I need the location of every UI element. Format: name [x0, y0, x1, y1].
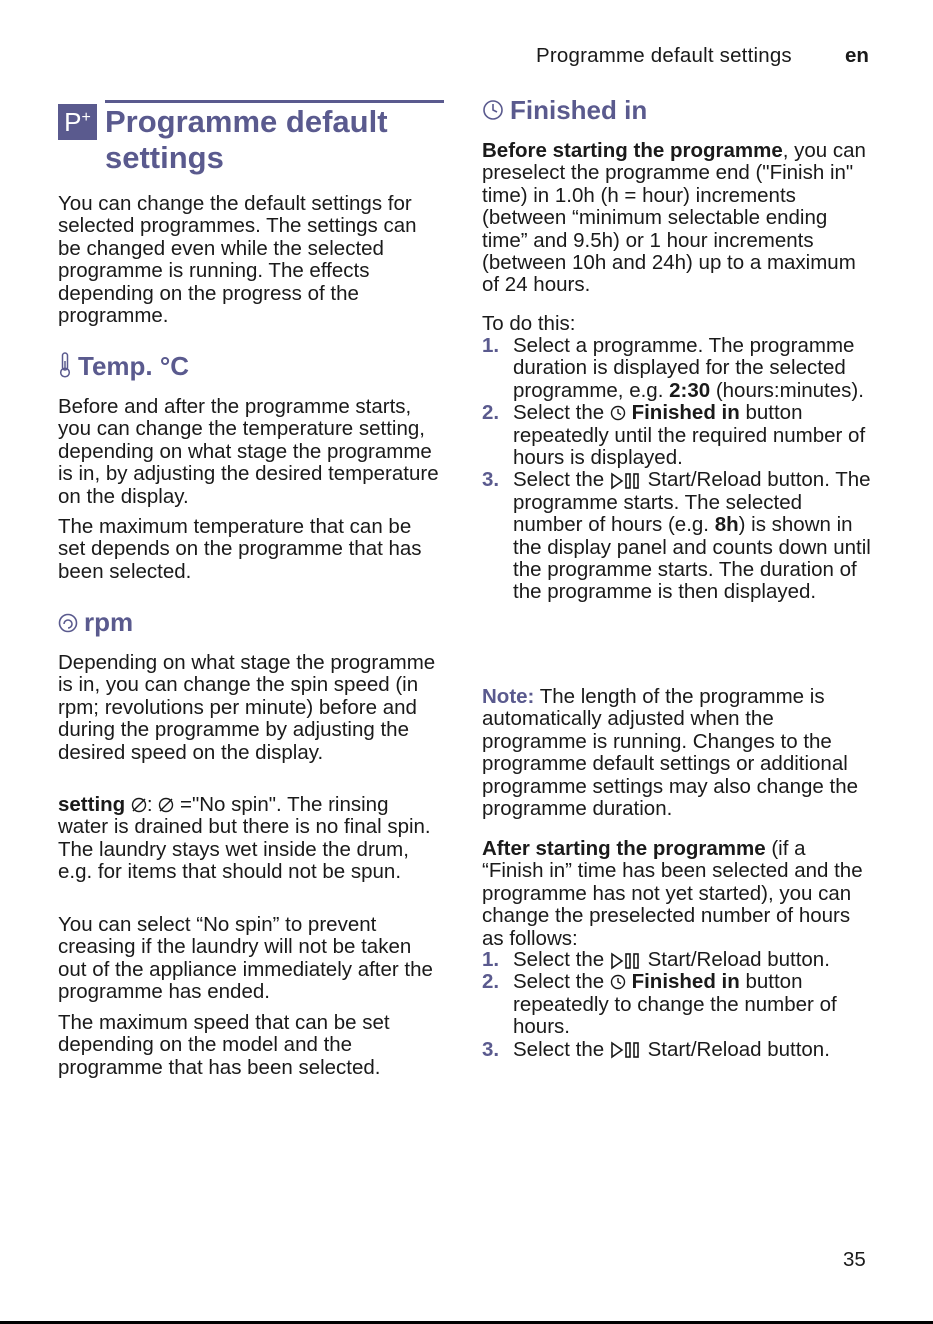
title-rule — [105, 100, 444, 103]
before-start-text: , you can preselect the programme end ("Finish in" time) in 1.0h (h = hour) increments (between “minimum selectable ending time” and 9.5h) or 1 hour increments (between 10h and 24h) up to a maximum of 24 hours. — [482, 139, 866, 297]
step-number: 1. — [482, 334, 500, 357]
finished-in-heading — [482, 95, 872, 127]
rpm-paragraph-1: Depending on what stage the programme is in, you can change the spin speed (in rpm; revolutions per minute) before and during the programme by adjusting the desired speed on the display. — [58, 651, 436, 764]
steps-list-1 — [482, 335, 872, 604]
step-text: Select the — [513, 948, 610, 971]
step-number: 1. — [482, 948, 500, 971]
list-item — [482, 402, 872, 469]
rpm-paragraph-4: The maximum speed that can be set depending on the model and the programme that has been selected. — [58, 1011, 390, 1079]
page-number: 35 — [843, 1248, 866, 1271]
clock-icon — [610, 401, 626, 424]
step-bold: Finished in — [631, 970, 740, 994]
thermometer-icon — [58, 352, 72, 384]
intro-paragraph: You can change the default settings for selected programmes. The settings can be changed even while the selected programme is running. The effects depending on the progress of the programme. — [58, 192, 417, 328]
step-number: 2. — [482, 401, 500, 425]
finished-in-heading-label: Finished in — [510, 95, 648, 125]
spin-icon — [58, 609, 78, 639]
list-item — [482, 335, 872, 402]
step-bold: 8h — [714, 513, 739, 537]
rpm-heading — [58, 607, 444, 639]
start-reload-icon — [610, 1041, 642, 1059]
step-text: Start/Reload button. The programme starts. The selected number of hours (e.g. — [513, 468, 871, 537]
step-number: 3. — [482, 468, 500, 492]
start-reload-icon — [610, 952, 642, 970]
before-start-bold: Before starting the programme — [482, 139, 783, 162]
programme-settings-icon: P+ — [58, 104, 97, 140]
step-number: 3. — [482, 1037, 500, 1061]
start-reload-icon — [610, 472, 642, 490]
step-text: Start/Reload button. — [641, 948, 830, 971]
rpm-setting-paragraph: setting : ="No spin". The rinsing water is drained but there is no final spin. The laundry stays wet inside the drum, e.g. for items that should not be spun. — [58, 793, 431, 884]
after-start-bold: After starting the programme — [482, 837, 766, 860]
list-item — [482, 1039, 872, 1061]
step-text: button repeatedly until the required number of hours is displayed. — [513, 401, 866, 470]
clock-icon — [482, 97, 504, 127]
note-text: The length of the programme is automatically adjusted when the programme is running. Changes to the programme default settings or additional programme settings may also change the programme duration. — [482, 685, 859, 821]
running-title: Programme default settings — [536, 44, 792, 67]
steps-list-2 — [482, 949, 872, 1061]
temp-heading — [58, 351, 444, 384]
step-text: (hours:minutes). — [710, 378, 864, 402]
step-text: Select the — [513, 970, 610, 994]
no-spin-icon — [158, 793, 174, 816]
temp-paragraph-2: The maximum temperature that can be set depends on the programme that has been selected. — [58, 515, 422, 583]
step-text: Select the — [513, 468, 610, 492]
rpm-paragraph-3: You can select “No spin” to prevent creasing if the laundry will not be taken out of the appliance immediately after the programme has ended. — [58, 913, 433, 1004]
step-text: Select the — [513, 401, 610, 425]
step-bold: 2:30 — [669, 378, 711, 402]
before-start-paragraph — [482, 140, 872, 297]
setting-label: setting — [58, 793, 126, 816]
clock-icon — [610, 970, 626, 993]
note-paragraph — [482, 686, 872, 820]
page-title: Programme default settings — [105, 104, 388, 175]
step-bold: Finished in — [631, 401, 740, 425]
todo-label: To do this: — [482, 312, 576, 335]
step-text: button repeatedly to change the number of hours. — [513, 970, 837, 1039]
step-text: Select the — [513, 1037, 610, 1061]
rpm-heading-label: rpm — [84, 607, 134, 637]
step-number: 2. — [482, 970, 500, 994]
temp-paragraph-1: Before and after the programme starts, you can change the temperature setting, depending on what stage the programme is in, by adjusting the desired temperature on the display. — [58, 395, 439, 508]
step-text: Start/Reload button. — [641, 1037, 830, 1061]
after-start-paragraph — [482, 838, 872, 950]
step-text: ) is shown in the display panel and counts down until the programme starts. The duration of the programme is then displayed. — [513, 513, 871, 604]
no-spin-icon — [131, 793, 147, 816]
after-start-text: (if a “Finish in” time has been selected and the programme has not yet started), you can change the preselected number of hours as follows: — [482, 837, 863, 950]
list-item — [482, 469, 872, 603]
language-code: en — [845, 44, 869, 67]
list-item — [482, 971, 872, 1038]
temp-heading-label: Temp. °C — [78, 351, 190, 381]
note-label: Note: — [482, 685, 535, 708]
list-item — [482, 949, 872, 971]
step-text: Select a programme. The programme duration is displayed for the selected programme, e.g. — [513, 334, 855, 402]
setting-text: ="No spin". The rinsing water is drained but there is no final spin. The laundry stays wet inside the drum, e.g. for items that should not be spun. — [58, 793, 431, 884]
